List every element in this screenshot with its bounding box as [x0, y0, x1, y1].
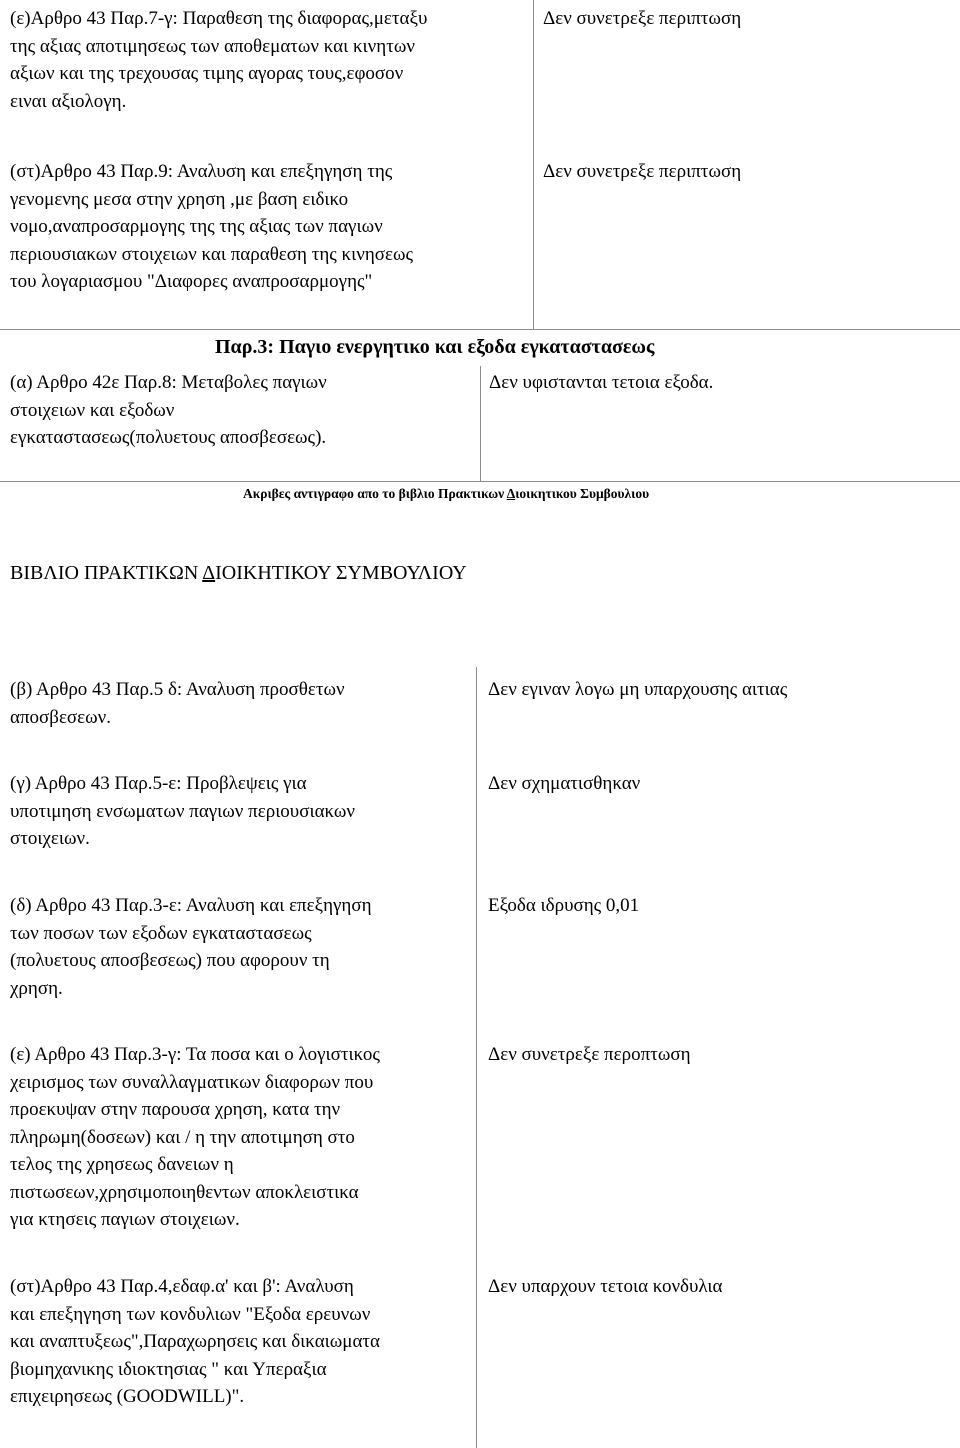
bottom-table-column-divider: [476, 667, 477, 1448]
section-heading: Παρ.3: Παγιο ενεργητικο και εξοδα εγκαταστασεως: [215, 336, 655, 358]
book-title-underlined: Δ: [202, 562, 216, 584]
table-row-value: Δεν συνετρεξε περιπτωση: [543, 8, 742, 29]
top-table-bottom-border: [0, 329, 960, 330]
table-row-value: Δεν σχηματισθηκαν: [488, 773, 641, 794]
caption-text-prefix: Ακριβες αντιγραφο απο το βιβλιο Πρακτικων: [243, 486, 507, 501]
section-bottom-border: [0, 481, 960, 482]
caption-text-suffix: ιοικητικου Συμβουλιου: [515, 486, 650, 501]
table-row-value: Εξοδα ιδρυσης 0,01: [488, 895, 640, 916]
table-row-label: (β) Αρθρο 43 Παρ.5 δ: Αναλυση προσθετων αποσβεσεων.: [10, 679, 345, 728]
table-row-value: Δεν υπαρχουν τετοια κονδυλια: [488, 1276, 723, 1297]
table-row-label: (στ)Αρθρο 43 Παρ.4,εδαφ.α' και β': Αναλυση και επεξηγηση των κονδυλιων "Εξοδα ερευνων και αναπτυξεως",Παραχωρησεις και δικαιωματα βιομηχανικης ιδιοκτησιας " και Υπεραξια επιχειρησεως (GOODWILL)".: [10, 1276, 380, 1407]
table-row-value: Δεν εγιναν λογω μη υπαρχουσης αιτιας: [488, 679, 788, 700]
table-row-label: (στ)Αρθρο 43 Παρ.9: Αναλυση και επεξηγηση της γενομενης μεσα στην χρηση ,με βαση ειδικο νομο,αναπροσαρμογης της της αξιας των παγιων περιουσιακων στοιχειων και παραθεση της κινησεως του λογαριασμου "Διαφορες αναπροσαρμογης": [10, 161, 414, 292]
table-row-label: (γ) Αρθρο 43 Παρ.5-ε: Προβλεψεις για υποτιμηση ενσωματων παγιων περιουσιακων στοιχειων.: [10, 773, 356, 849]
book-title: [10, 561, 467, 585]
table-row-label: (α) Αρθρο 42ε Παρ.8: Μεταβολες παγιων στοιχειων και εξοδων εγκαταστασεως(πολυετους αποσβεσεως).: [10, 372, 327, 448]
table-row-value: Δεν συνετρεξε περιπτωση: [543, 161, 742, 182]
top-table-column-divider: [533, 0, 534, 330]
section-column-divider: [480, 366, 481, 481]
certified-copy-caption: [243, 485, 649, 503]
table-row-label: (ε) Αρθρο 43 Παρ.3-γ: Τα ποσα και ο λογιστικος χειρισμος των συναλλαγματικων διαφορων που προεκυψαν στην παρουσα χρηση, κατα την πληρωμη(δοσεων) και / η την αποτιμηση στο τελος της χρησεως δανειων η πιστωσεων,χρησιμοποιηθεντων αποκλειστικα για κτησεις παγιων στοιχειων.: [10, 1044, 380, 1230]
table-row-label: (δ) Αρθρο 43 Παρ.3-ε: Αναλυση και επεξηγηση των ποσων των εξοδων εγκαταστασεως (πολυετους αποσβεσεως) που αφορουν τη χρηση.: [10, 895, 372, 999]
caption-text-underlined: Δ: [506, 486, 516, 501]
table-row-value: Δεν συνετρεξε περοπτωση: [488, 1044, 691, 1065]
book-title-suffix: ΙΟΙΚΗΤΙΚΟΥ ΣΥΜΒΟΥΛΙΟΥ: [215, 562, 467, 584]
table-row-label: (ε)Αρθρο 43 Παρ.7-γ: Παραθεση της διαφορας,μεταξυ της αξιας αποτιμησεως των αποθεματων και κινητων αξιων και της τρεχουσας τιμης αγορας τους,εφοσον ειναι αξιολογη.: [10, 8, 428, 112]
book-title-prefix: ΒΙΒΛΙΟ ΠΡΑΚΤΙΚΩΝ: [10, 562, 203, 584]
table-row-value: Δεν υφιστανται τετοια εξοδα.: [489, 372, 714, 393]
